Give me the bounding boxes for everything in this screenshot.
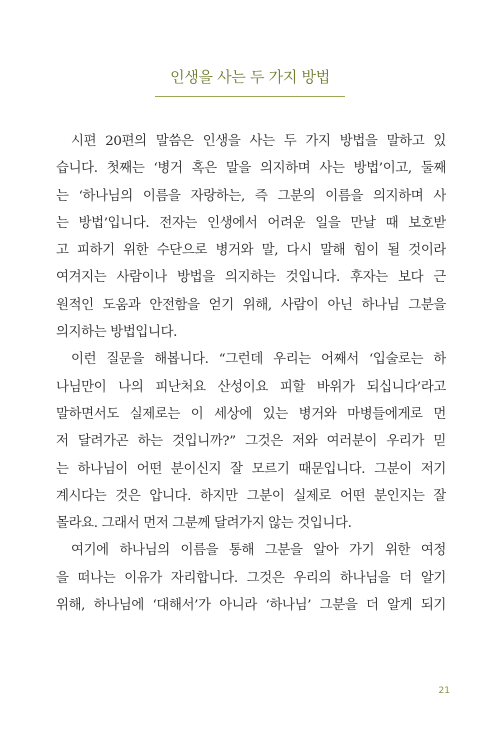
text-line: 계시다는 것은 압니다. 하지만 그분이 실제로 어떤 분인지는 잘 — [56, 488, 446, 504]
text-line: 는 하나님이 어떤 분이신지 잘 모르기 때문입니다. 그분이 저기 — [56, 461, 446, 477]
text-line: 이런 질문을 해봅니다. “그런데 우리는 어째서 ‘입술로는 하 — [71, 352, 446, 368]
chapter-title: 인생을 사는 두 가지 방법 — [155, 66, 345, 97]
text-line: 여겨지는 사람이나 방법을 의지하는 것입니다. 후자는 보다 근 — [56, 270, 446, 286]
text-line: 말하면서도 실제로는 이 세상에 있는 병거와 마병들에게로 먼 — [56, 406, 446, 422]
text-line: 위해, 하나님에 ‘대해서’가 아니라 ‘하나님’ 그분을 더 알게 되기 — [56, 598, 446, 614]
text-line: 고 피하기 위한 수단으로 병거와 말, 다시 말해 힘이 될 것이라 — [56, 243, 446, 259]
body-text — [56, 128, 446, 619]
text-line: 여기에 하나님의 이름을 통해 그분을 알아 가기 위한 여정 — [71, 543, 446, 559]
text-line: 의지하는 방법입니다. — [56, 325, 178, 341]
text-line: 는 ‘하나님의 이름을 자랑하는, 즉 그분의 이름을 의지하며 사 — [56, 188, 446, 204]
text-line: 을 떠나는 이유가 자리합니다. 그것은 우리의 하나님을 더 알기 — [56, 570, 446, 586]
text-line: 시편 20편의 말씀은 인생을 사는 두 가지 방법을 말하고 있 — [71, 134, 446, 149]
text-line: 원적인 도움과 안전함을 얻기 위해, 사람이 아닌 하나님 그분을 — [56, 297, 446, 313]
chapter-header — [0, 66, 500, 97]
text-line: 저 달려가곤 하는 것입니까?” 그것은 저와 여러분이 우리가 믿 — [56, 434, 446, 450]
text-line: 몰라요. 그래서 먼저 그분께 달려가지 않는 것입니다. — [56, 516, 352, 532]
page-number: 21 — [438, 686, 450, 696]
text-line: 습니다. 첫째는 ‘병거 혹은 말을 의지하며 사는 방법’이고, 둘째 — [56, 161, 446, 177]
text-line: 나님만이 나의 피난처요 산성이요 피할 바위가 되십니다’라고 — [56, 379, 446, 395]
text-line: 는 방법’입니다. 전자는 인생에서 어려운 일을 만날 때 보호받 — [56, 215, 446, 231]
